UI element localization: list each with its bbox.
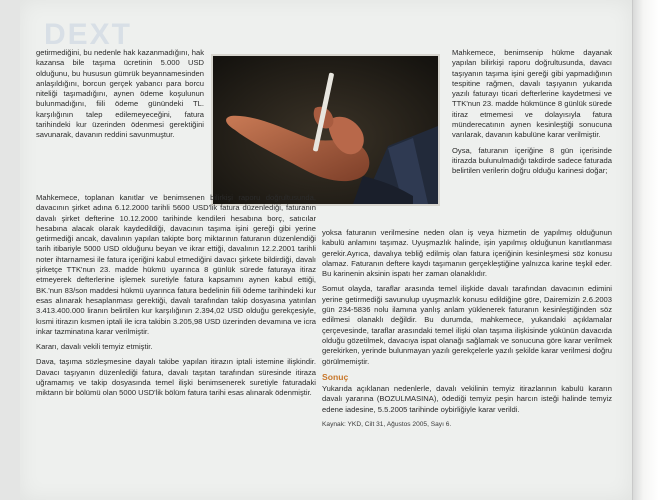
photo-hands-with-pen bbox=[211, 54, 440, 206]
page-edge bbox=[632, 0, 658, 500]
paragraph: getirmediğini, bu nedenle hak kazanmadığını, hak kazansa bile taşıma ücretinin 5.000 USD olduğunu, bu hususun gümrük beyannamesinden anlaşıldığını, borcun gerçek yabancı para borcu niteliği taşımadığını, aynen ödeme koşulunun bulunmadığını, fiili ödeme günündeki TL. karşılığının talep edilemeyeceğini, fatura tarihindeki kur üzerinden ödenmesi gerektiğini savunarak, davanın reddini savunmuştur. bbox=[36, 48, 204, 140]
paragraph: Somut olayda, taraflar arasında temel ilişkide davalı tarafından davacının edimini yerine getirmediği savunulup uyuşmazlık konusu edildiğine göre, Dairemizin 2.6.2003 gün 234-5836 nolu ilamına yanlış anlam yüklenerek faturanın kesinleştiğinden söz edilmesi olanaklı değildir. Bu durumda, mahkemece, yukarıdaki açıklamalar çerçevesinde, taraflar arasındaki temel ilişki olan taşıma ilişkisinde yükünün davacıda olduğu gözetilmek, davacıya ispat olanağı sağlamak ve sonucuna göre karar verilmek gerekirken, yerinde bulunmayan yazılı gerekçelerle yazılı şekilde karar verilmesi doğru görülmemiştir. bbox=[322, 284, 612, 366]
photo-image bbox=[213, 56, 438, 204]
conclusion-paragraph: Yukarıda açıklanan nedenlerle, davalı vekilinin temyiz itirazlarının kabulü kararın davalı yararına (BOZULMASINA), ödediği temyiz peşin harcın isteği halinde temyiz edene iadesine, 5.5.2005 tarihinde oybirliğiyle karar verildi. bbox=[322, 384, 612, 414]
right-column-top bbox=[452, 48, 612, 182]
section-heading: Sonuç bbox=[322, 371, 349, 382]
source-citation: Kaynak: YKD, Cilt 31, Ağustos 2005, Sayı 6. bbox=[322, 421, 452, 429]
paragraph: Oysa, faturanın içeriğine 8 gün içerisinde itirazda bulunulmadığı takdirde sadece faturada belirtilen verilerin doğru olduğu karinesi doğar; bbox=[452, 145, 612, 176]
paragraph: Dava, taşıma sözleşmesine dayalı takibe yapılan itirazın iptali istemine ilişkindir. Davacı taşıyanın düzenlediği fatura, davalı taşıtan tarafından süresinde itiraza uğramamış ve takip dosyasında temel ilişki benimsenerek suretiyle faturadaki miktarın bir bölümü olan 5000 USD'lik bölüm fatura tarihi esas alınarak ödenmiştir. bbox=[36, 357, 316, 398]
watermark-text: DEXT bbox=[44, 18, 133, 51]
left-column-top bbox=[36, 48, 204, 146]
paragraph: yoksa faturanın verilmesine neden olan iş veya hizmetin de yapılmış olduğunun kabulü anlamını taşımaz. Uyuşmazlık halinde, işin yapılmış olduğunun kanıtlanması gerekir.Ayrıca, davalıya tebliğ edilmiş olan fatura içeriğinin kesinleşmesi söz konusu olamaz. Faturanın deftere kaydı taşımanın gerçekleştiğine yalnızca karine teşkil eder. Bu karinenin aksinin ispatı her zaman olanaklıdır. bbox=[322, 228, 612, 279]
right-column bbox=[322, 228, 612, 430]
paragraph: Mahkemece, toplanan kanıtlar ve benimsenen bilirkişi raporu doğrultusunda, davacının şirket adına 6.12.2000 tarihli 5600 USD'lik fatura düzenlediği, faturanın davalı şirket defterine 10.12.2000 tarihinde kendileri hesabına borç, satıcılar hesabına alacak olarak kaydedildiği, davacının taşıma işini gereği gibi yerine getirmediği ancak, davalının yapılan takipte borç miktarının faturanın düzenlendiği tarih itibariyle 5000 USD olduğunu beyan ve ikrar ettiği, davalının 12.2.2001 tarihli noter ihtarnamesi ile fatura içeriğini kabul etmediğini davacı şirkete bildirdiği, davalı şirketçe TTK'nun 23. madde hükmü uyarınca 8 günlük sürede faturaya itiraz etmeyerek defterlerine işlemek suretiyle fatura kapsamını aynen kabul ettiği, BK.'nun 83/son maddesi hükmü uyarınca fatura bedelinin fiili ödeme tarihindeki kur esas alınarak hesaplanması gerektiği, davalı tarafından takip dosyasına yatırılan 3.413.400.000 liranın belirtilen kur karşılığının 2.394,02 USD olduğu gerekçesiyle, kısmi itirazın kısmen iptali ile icra takibin 3.205,98 USD üzerinden devamına ve icra inkar tazminatına karar verilmiştir. bbox=[36, 193, 316, 336]
paragraph: Mahkemece, benimsenip hükme dayanak yapılan bilirkişi raporu doğrultusunda, davacı taşıyanın taşıma işini gereği gibi yapmadığının tespitine rağmen, davalı taşıyanın yukarıda yazılı faturayı ticari defterlerine kaydetmesi ve TTK'nun 23. madde hükmünce 8 günlük sürede itiraz etmemesi ve dolayısıyla fatura münderecatının aynen kesinleştiği sonucuna varılarak, davanın kabulüne karar verilmiştir. bbox=[452, 48, 612, 140]
left-column bbox=[36, 193, 316, 404]
paragraph: Kararı, davalı vekili temyiz etmiştir. bbox=[36, 342, 153, 352]
